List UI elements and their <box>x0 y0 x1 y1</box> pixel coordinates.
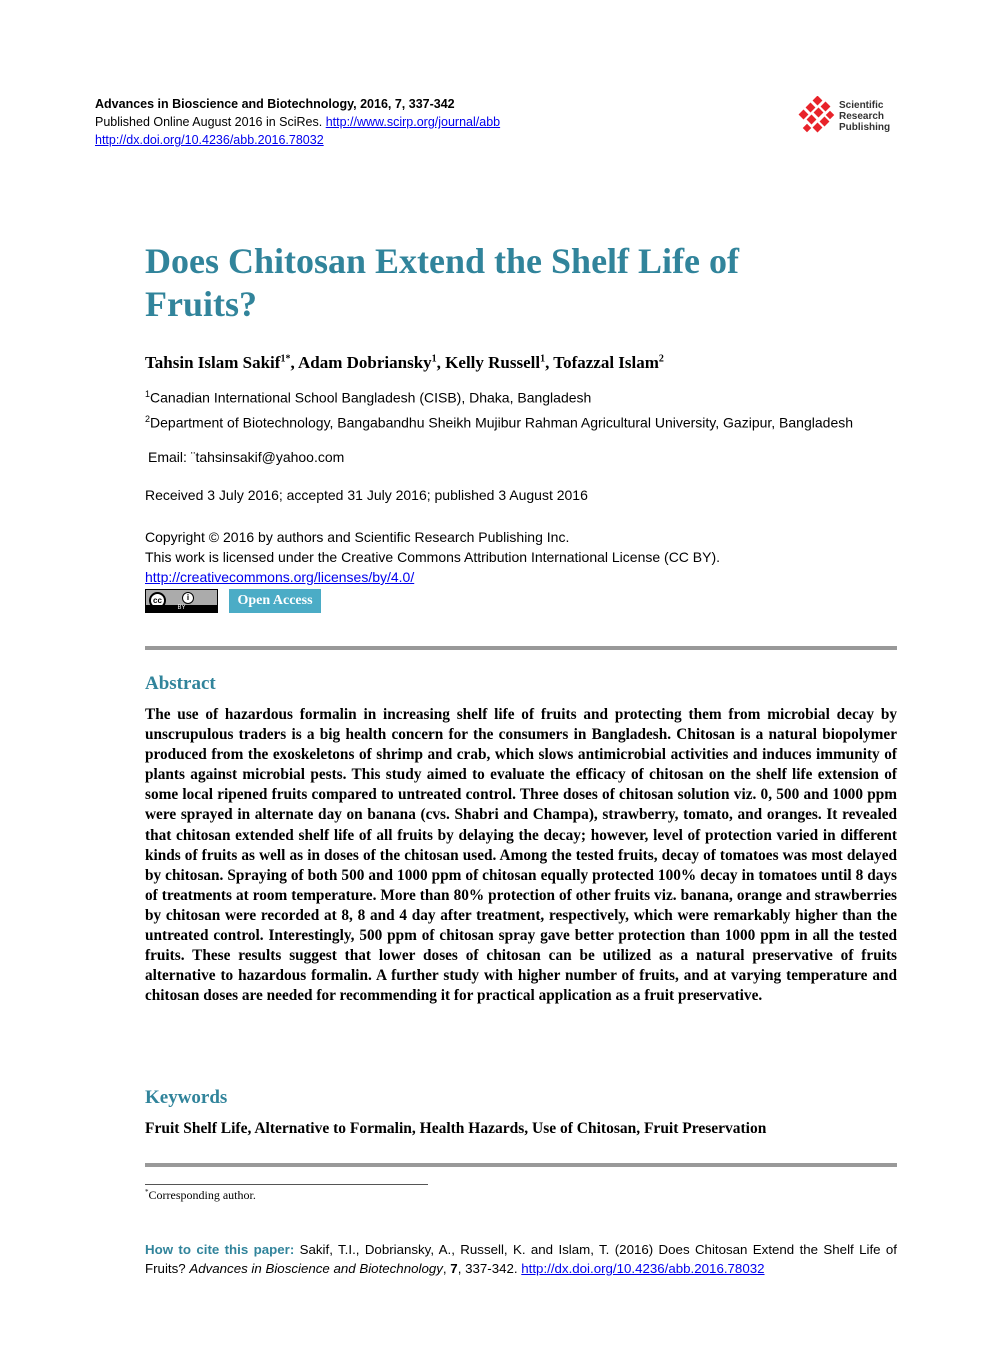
abstract-text: The use of hazardous formalin in increasing shelf life of fruits and protecting them from microbial decay by unscrupulous traders is a big health concern for the consumers in Bangladesh. Chitosan is a natural biopolymer produced from the exoskeletons of shrimp and crab, which slows antimicrobial activities and induces immunity of plants against microbial pests. This study aimed to evaluate the efficacy of chitosan on the shelf life extension of some local ripened fruits compared to untreated control. Three doses of chitosan solution viz. 0, 500 and 1000 ppm were sprayed in alternate day on banana (cvs. Shabri and Champa), strawberry, tomato, and oranges. It revealed that chitosan extended shelf life of all fruits by delaying the decay; however, level of protection varied in different kinds of fruits as well as in doses of the chitosan used. Among the tested fruits, decay of tomatoes was most delayed by chitosan. Spraying of both 500 and 1000 ppm of chitosan equally protected 100% decay in tomatoes until 8 days of treatments at room temperature. More than 80% protection of other fruits viz. banana, orange and strawberries by chitosan were recorded at 8, 8 and 4 day after treatment, respectively, which were remarkably higher than the untreated control. Interestingly, 500 ppm of chitosan spray gave better protection than 1000 ppm in all the tested fruits. These results suggest that lower doses of chitosan can be utilized as a natural preservative of fruits alternative to hazardous formalin. A further study with higher number of fruits, and at varying temperature and chitosan doses are needed for recommending it for practical application as a fruit preservative. <box>145 706 897 1005</box>
open-access-badge[interactable]: Open Access <box>229 589 321 613</box>
paper-title: Does Chitosan Extend the Shelf Life of Fruits? <box>145 241 740 324</box>
affiliation-superscript: 1 <box>145 389 151 399</box>
logo-text <box>839 100 890 133</box>
author-superscript: 1* <box>280 353 291 365</box>
separator: , <box>545 353 554 372</box>
journal-header <box>95 95 500 149</box>
attribution-icon: i <box>182 592 194 604</box>
author: Adam Dobriansky <box>298 353 432 372</box>
doi-link[interactable]: http://dx.doi.org/10.4236/abb.2016.78032 <box>95 133 324 147</box>
published-text: Published Online August 2016 in SciRes. <box>95 115 323 129</box>
affiliations <box>145 384 885 433</box>
abstract-heading: Abstract <box>145 673 216 694</box>
footnote <box>145 1188 256 1203</box>
section-divider <box>145 1163 897 1167</box>
scirp-logo <box>797 96 907 138</box>
author: Kelly Russell <box>445 353 541 372</box>
published-line <box>95 113 500 131</box>
diamond-cluster-icon <box>797 96 839 138</box>
copyright-block <box>145 527 720 587</box>
email-mark: ¨ <box>190 449 196 465</box>
cc-by-badge[interactable] <box>145 589 218 613</box>
citation-label: How to cite this paper: <box>145 1242 295 1257</box>
logo-line-3: Publishing <box>839 122 891 133</box>
email-line <box>148 449 344 465</box>
email-label: Email: <box>148 449 187 465</box>
affiliation-text: Canadian International School Bangladesh (CISB), Dhaka, Bangladesh <box>150 389 592 406</box>
by-label: BY <box>146 605 217 612</box>
author: Tofazzal Islam <box>553 353 659 372</box>
logo-line-1: Scientific <box>839 100 884 111</box>
author-superscript: 1 <box>431 353 437 365</box>
footnote-divider <box>145 1184 428 1185</box>
separator: , <box>290 353 298 372</box>
citation-journal: Advances in Bioscience and Biotechnology <box>189 1261 443 1276</box>
author-superscript: 1 <box>540 353 546 365</box>
affiliation-text: Department of Biotechnology, Bangabandhu Sheikh Mujibur Rahman Agricultural University, Gazipur, Bangladesh <box>150 414 854 431</box>
email-address[interactable]: tahsinsakif@yahoo.com <box>195 449 345 465</box>
separator: , <box>436 353 446 372</box>
citation-block <box>145 1240 897 1278</box>
journal-url-link[interactable]: http://www.scirp.org/journal/abb <box>325 115 501 129</box>
affiliation-item <box>145 409 885 434</box>
author-list <box>145 353 664 373</box>
author-superscript: 2 <box>658 353 664 365</box>
copyright-line: Copyright © 2016 by authors and Scientific Research Publishing Inc. <box>145 529 570 545</box>
author: Tahsin Islam Sakif <box>145 353 281 372</box>
affiliation-item <box>145 384 885 409</box>
citation-doi-link[interactable]: http://dx.doi.org/10.4236/abb.2016.78032 <box>521 1261 765 1276</box>
citation-text: Sakif, T.I., Dobriansky, A., Russell, K. and Islam, T. (2016) Does Chitosan Extend the Shelf Life of Fruits? <box>145 1242 897 1276</box>
affiliation-superscript: 2 <box>145 413 151 424</box>
footnote-text: Corresponding author. <box>148 1188 256 1202</box>
cc-icon: cc <box>149 592 166 609</box>
separator: , <box>442 1261 451 1276</box>
citation-pages: , 337-342. <box>457 1261 522 1276</box>
license-link[interactable]: http://creativecommons.org/licenses/by/4.0/ <box>145 569 415 585</box>
journal-citation-line: Advances in Bioscience and Biotechnology, 2016, 7, 337-342 <box>95 97 455 111</box>
license-line: This work is licensed under the Creative Commons Attribution International License (CC BY). <box>145 549 721 565</box>
section-divider <box>145 646 897 650</box>
keywords-text: Fruit Shelf Life, Alternative to Formalin, Health Hazards, Use of Chitosan, Fruit Preservation <box>145 1120 767 1137</box>
footnote-mark: * <box>145 1188 149 1196</box>
keywords-heading: Keywords <box>145 1087 228 1108</box>
publication-dates: Received 3 July 2016; accepted 31 July 2016; published 3 August 2016 <box>145 487 588 503</box>
citation-volume: 7 <box>450 1261 458 1276</box>
logo-line-2: Research <box>839 111 885 122</box>
